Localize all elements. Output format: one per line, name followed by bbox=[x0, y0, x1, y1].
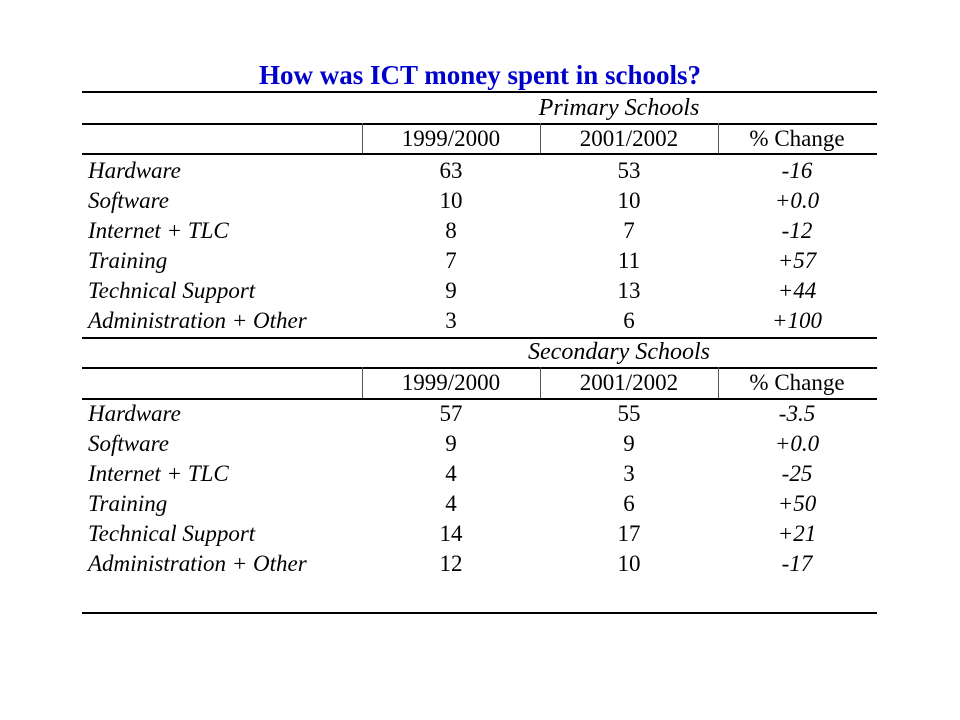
value-2001: 10 bbox=[617, 188, 641, 213]
value-1999: 4 bbox=[445, 491, 457, 516]
row-label: Training bbox=[88, 248, 168, 273]
value-change: -17 bbox=[781, 551, 813, 576]
value-change: -25 bbox=[781, 461, 813, 486]
row-label: Software bbox=[88, 431, 169, 456]
row-label: Technical Support bbox=[88, 278, 256, 303]
value-2001: 3 bbox=[623, 461, 635, 486]
value-2001: 7 bbox=[623, 218, 635, 243]
value-2001: 11 bbox=[617, 248, 641, 273]
value-2001: 17 bbox=[617, 521, 641, 546]
value-2001: 53 bbox=[617, 158, 641, 183]
row-label: Software bbox=[88, 188, 169, 213]
value-change: +0.0 bbox=[774, 188, 820, 213]
value-1999: 4 bbox=[445, 461, 457, 486]
section-title-primary: Primary Schools bbox=[538, 95, 700, 121]
column-header-1999: 1999/2000 bbox=[401, 126, 501, 151]
row-label: Training bbox=[88, 491, 168, 516]
value-1999: 9 bbox=[445, 278, 457, 303]
value-2001: 6 bbox=[623, 491, 635, 516]
value-change: +44 bbox=[777, 278, 817, 303]
value-1999: 3 bbox=[445, 308, 457, 333]
row-label: Administration + Other bbox=[88, 551, 307, 576]
value-change: +100 bbox=[771, 308, 823, 333]
value-2001: 6 bbox=[623, 308, 635, 333]
section-title-secondary: Secondary Schools bbox=[528, 339, 710, 365]
value-change: +21 bbox=[777, 521, 817, 546]
value-1999: 10 bbox=[439, 188, 463, 213]
value-2001: 9 bbox=[623, 431, 635, 456]
column-header-1999: 1999/2000 bbox=[401, 370, 501, 395]
row-label: Administration + Other bbox=[88, 308, 307, 333]
value-1999: 9 bbox=[445, 431, 457, 456]
column-header-change: % Change bbox=[749, 370, 845, 395]
row-label: Internet + TLC bbox=[88, 461, 229, 486]
value-change: +57 bbox=[777, 248, 817, 273]
value-change: -16 bbox=[781, 158, 813, 183]
value-change: -3.5 bbox=[778, 401, 816, 426]
column-header-2001: 2001/2002 bbox=[579, 126, 679, 151]
row-label: Hardware bbox=[88, 401, 181, 426]
value-1999: 8 bbox=[445, 218, 457, 243]
value-1999: 57 bbox=[439, 401, 463, 426]
row-label: Internet + TLC bbox=[88, 218, 229, 243]
value-2001: 10 bbox=[617, 551, 641, 576]
row-label: Technical Support bbox=[88, 521, 256, 546]
page-title: How was ICT money spent in schools? bbox=[258, 60, 702, 90]
value-change: +0.0 bbox=[774, 431, 820, 456]
value-1999: 63 bbox=[439, 158, 463, 183]
column-header-2001: 2001/2002 bbox=[579, 370, 679, 395]
value-2001: 13 bbox=[617, 278, 641, 303]
column-header-change: % Change bbox=[749, 126, 845, 151]
value-1999: 14 bbox=[439, 521, 463, 546]
value-1999: 7 bbox=[445, 248, 457, 273]
value-1999: 12 bbox=[439, 551, 463, 576]
value-2001: 55 bbox=[617, 401, 641, 426]
row-label: Hardware bbox=[88, 158, 181, 183]
value-change: -12 bbox=[781, 218, 813, 243]
value-change: +50 bbox=[777, 491, 817, 516]
table-rule-bottom bbox=[82, 612, 877, 614]
